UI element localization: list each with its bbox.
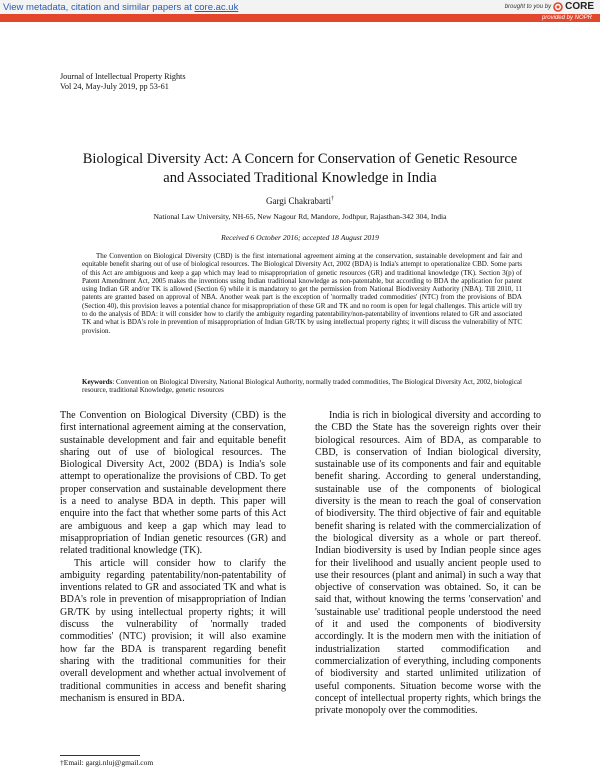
core-logo-text: CORE — [565, 1, 594, 12]
title-line-1: Biological Diversity Act: A Concern for Conservation of Genetic Resource — [82, 151, 518, 167]
footnote-divider — [60, 755, 140, 756]
core-brand[interactable] — [505, 1, 594, 12]
received-dates: Received 6 October 2016; accepted 18 August 2019 — [221, 233, 379, 242]
author-name: Gargi Chakrabarti — [265, 196, 332, 206]
body-paragraph: This article will consider how to clarify the ambiguity regarding patentability/non-patentability of inventions related to GR and associated TK and what is BDA's role in prevention of misappropriation of Indian GR/TK by using intellectual property rights; it will discuss the vulnerability of 'normally traded commodities' (NTC) provision; it will also examine how far the BDA is transparent regarding benefit sharing with the traditional communities for their overall development and whether actual involvement of traditional communities in access and benefit sharing mechanism is ensured in BDA. — [60, 557, 286, 704]
journal-volume: Vol 24, May-July 2019, pp 53-61 — [60, 82, 169, 91]
paper-title — [40, 150, 560, 188]
keywords — [82, 378, 522, 395]
footnote-email: †Email: gargi.nluj@gmail.com — [60, 758, 154, 767]
core-brought-by: brought to you by — [504, 3, 552, 10]
metadata-banner — [0, 0, 600, 14]
journal-name: Journal of Intellectual Property Rights — [60, 72, 186, 81]
keywords-text: : Convention on Biological Diversity, National Biological Authority, normally traded commodities, The Biological Diversity Act, 2002, biological resource, traditional Knowledge, genetic resources — [82, 378, 522, 395]
body-right-column — [315, 410, 541, 717]
body-paragraph: The Convention on Biological Diversity (CBD) is the first international agreement aiming at the conservation, sustainable development and fair and equitable benefit sharing out of use of biological resources. The Biological Diversity Act, 2002 (BDA) is India's sole attempt to operationalize the provisions of CBD. To get proper conservation and sustainable development there is a need to analyse BDA in depth. This paper will enquire into the fact that whether some parts of this Act are ambiguous and keep a gap which may lead to misappropriation of Indian genetic resources (GR) and related traditional knowledge (TK). — [60, 410, 286, 557]
abstract: The Convention on Biological Diversity (CBD) is the first international agreement aiming at the conservation, sustainable development and fair and equitable benefit sharing out of use of biological resources. The Biological Diversity Act, 2002 (BDA) is India's attempt to operationalize CBD. Some parts of this Act are ambiguous and keep a gap which may lead to misappropriation of genetic resources (GR) and traditional knowledge (TK). Section 3(p) of Patent Amendment Act, 2005 makes the inventions using Indian traditional knowledge as non-patentable, but according to BDA the application for patent using Indian GR and/or TK is allowed (Section 6) while it is mandatory to get the permission from National Biodiversity Authority (NBA). Till 2010, 11 patents are granted based on approval of NBA. Another weak part is the exception of 'normally traded commodities' (NTC) from the provisions of BDA (Section 40), this provision leaves a potential chance for misappropriation of these GR and TK and no room is open for legal challenges. This article will try to do the analysis of BDA: it will consider how to clarify the ambiguity regarding patentability/non-patentability of inventions related to GR and associated TK and what is BDA's role in prevention of misappropriation of Indian GR/TK by using intellectual property rights; it will discuss the vulnerability of NTC provision. — [82, 252, 522, 335]
metadata-link[interactable] — [3, 2, 238, 13]
keywords-label: Keywords — [82, 378, 113, 386]
affiliation: National Law University, NH-65, New Nagour Rd, Mandore, Jodhpur, Rajasthan-342 304, India — [153, 212, 447, 221]
core-logo-icon — [553, 2, 563, 12]
author — [0, 196, 600, 206]
author-footnote-mark: † — [331, 196, 335, 202]
core-domain-link[interactable]: core.ac.uk — [194, 2, 239, 13]
title-line-2: and Associated Traditional Knowledge in India — [163, 170, 437, 186]
journal-header — [60, 72, 186, 92]
metadata-link-text: View metadata, citation and similar papers at — [3, 2, 195, 13]
body-paragraph: India is rich in biological diversity and according to the CBD the State has the sovereign rights over their biological resources. Aim of BDA, as comparable to CBD, is conservation of Indian biological diversity, sustainable use of its components and fair and equitable benefit sharing. According to general understanding, sustainable use of the components of biological diversity is the mean to reach the goal of conservation of biodiversity. The third objective of fair and equitable benefit sharing is related with the commercialization of the biological diversity as a whole or part thereof. Indian biodiversity is used by Indian people since ages for their livelihood and usually ancient people used to use their resources (plant and animal) in such a way that objective of conservation was obtained. So, it can be said that, without knowing the terms 'conservation' and 'sustainable use' traditional people understood the need of it and used the components of biodiversity accordingly. It is the modern men with the initiation of industrialization started commodification and commercialization of everything, including components of biodiversity and started unlimited utilization of useful components. Situation become worse with the concept of intellectual property rights, which brings the private monopoly over the commodities. — [315, 410, 541, 717]
provided-by-bar — [0, 14, 600, 22]
body-left-column — [60, 410, 286, 705]
provided-by-text[interactable]: provided by NOPR — [541, 15, 592, 21]
